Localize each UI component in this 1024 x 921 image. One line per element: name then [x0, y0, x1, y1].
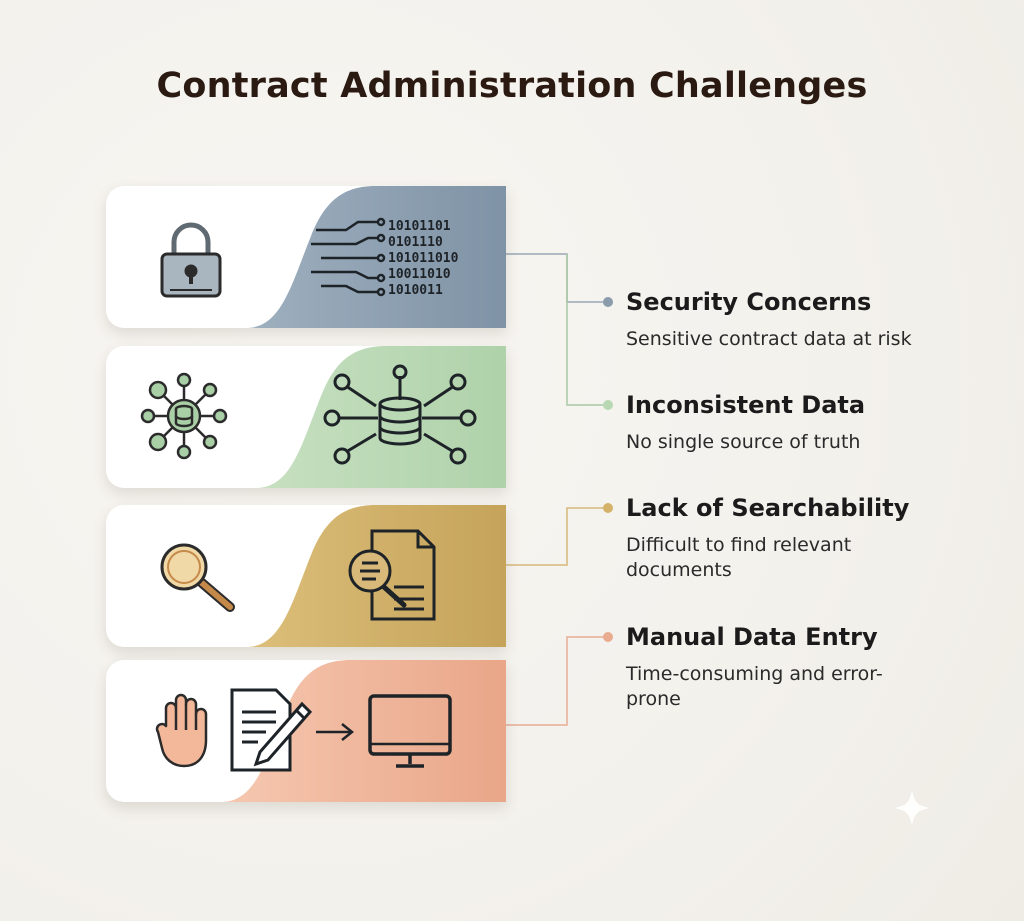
- dot-manual: [603, 632, 613, 642]
- document-search-icon: [350, 531, 434, 619]
- card-search: [106, 505, 506, 647]
- binary-line: 0101110: [388, 235, 443, 250]
- heading-search: Lack of Searchability: [626, 494, 910, 522]
- lock-icon: [162, 225, 220, 296]
- arrow-right-icon: [316, 724, 352, 740]
- dot-security: [603, 297, 613, 307]
- monitor-icon: [370, 696, 450, 766]
- card-manual: [106, 660, 506, 802]
- binary-line: 101011010: [388, 251, 459, 266]
- description-search: Difficult to find relevant documents: [626, 534, 852, 581]
- circuit-icon: [311, 219, 384, 295]
- heading-inconsistent: Inconsistent Data: [626, 391, 866, 419]
- connector-security: [506, 254, 606, 302]
- description-inconsistent: No single source of truth: [626, 431, 861, 453]
- connector-manual: [506, 637, 606, 725]
- dot-search: [603, 503, 613, 513]
- binary-line: 10011010: [388, 267, 451, 282]
- sparkle-icon: [892, 788, 932, 828]
- card-security: [106, 186, 506, 328]
- page-title: Contract Administration Challenges: [156, 66, 868, 106]
- network-icon: [142, 374, 226, 458]
- binary-line: 10101101: [388, 219, 451, 234]
- dot-inconsistent: [603, 400, 613, 410]
- hand-icon: [157, 695, 206, 766]
- description-manual: Time-consuming and error-prone: [626, 663, 883, 710]
- description-security: Sensitive contract data at risk: [626, 328, 912, 350]
- document-pen-icon: [232, 690, 310, 770]
- challenge-search: [626, 493, 916, 583]
- database-network-icon: [325, 366, 475, 463]
- binary-line: 1010011: [388, 283, 443, 298]
- challenge-manual: [626, 622, 916, 712]
- magnifier-icon: [162, 545, 230, 607]
- card-inconsistent: [106, 346, 506, 488]
- connector-search: [506, 508, 606, 565]
- challenge-security: [626, 287, 956, 352]
- heading-security: Security Concerns: [626, 288, 872, 316]
- challenge-inconsistent: [626, 390, 956, 455]
- connector-inconsistent: [567, 254, 606, 405]
- heading-manual: Manual Data Entry: [626, 623, 878, 651]
